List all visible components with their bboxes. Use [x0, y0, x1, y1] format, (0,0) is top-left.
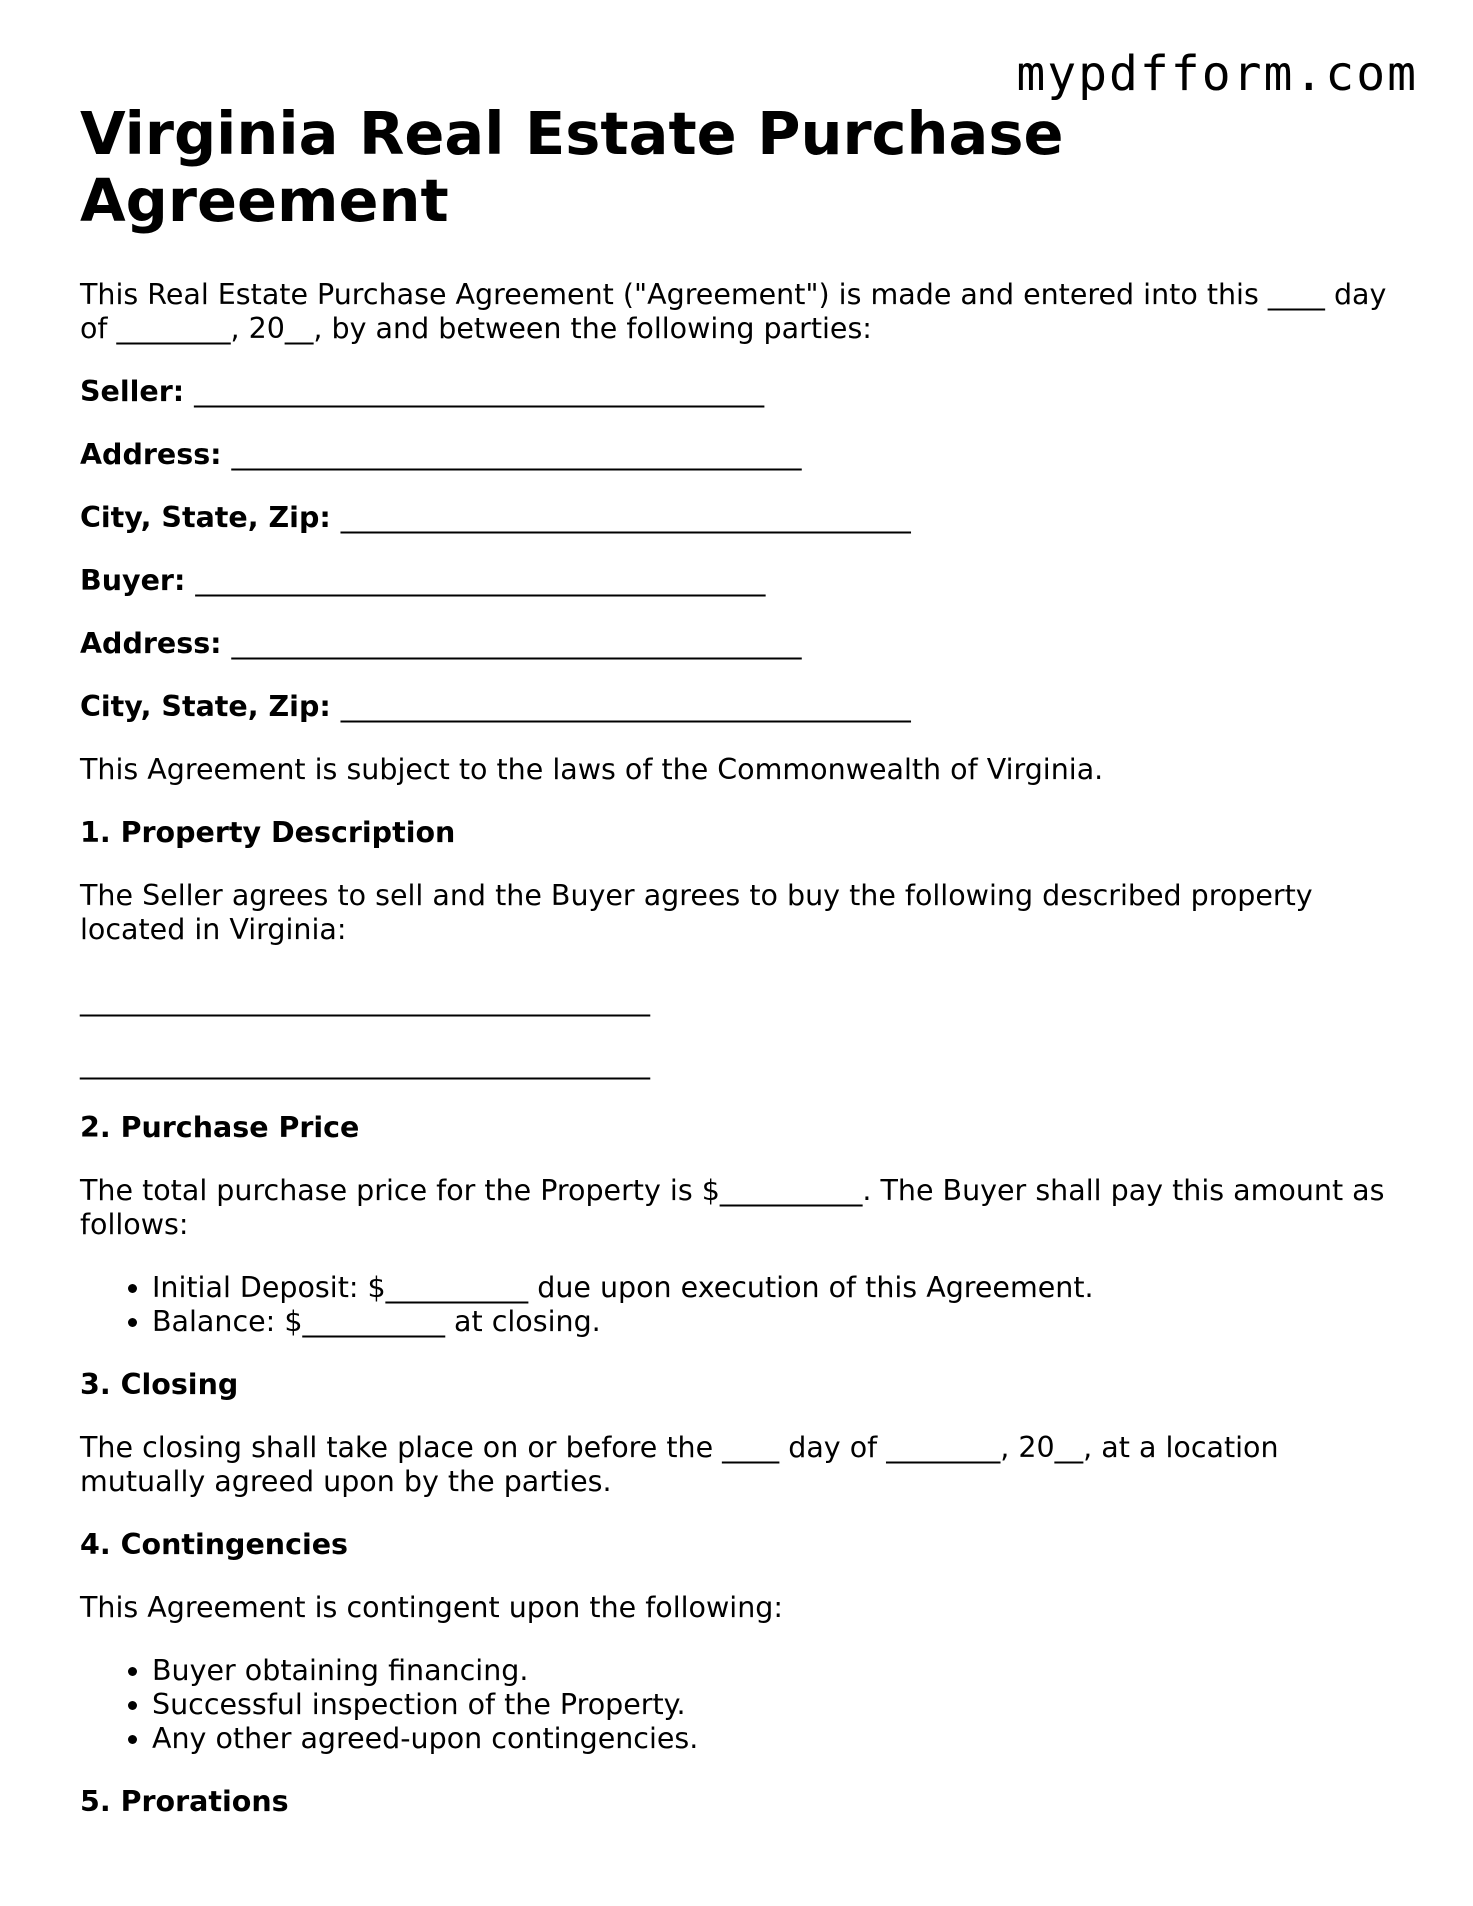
- document-page: [80, 100, 1400, 1819]
- section-heading-closing: 3. Closing: [80, 1368, 239, 1401]
- list-item: • Any other agreed-upon contingencies.: [152, 1722, 1400, 1756]
- buyer-field: [80, 564, 1400, 598]
- watermark: mypdfform.com: [1016, 46, 1418, 102]
- seller-city-state-zip-field: [80, 501, 1400, 535]
- seller-blank[interactable]: ________________________________________: [194, 375, 765, 408]
- seller-address-field: [80, 438, 1400, 472]
- field-label: Buyer:: [80, 564, 186, 597]
- purchase-price-text: The total purchase price for the Property is $__________. The Buyer shall pay this amount as follows:: [80, 1174, 1385, 1241]
- seller-address-blank[interactable]: ________________________________________: [231, 438, 802, 471]
- buyer-city-state-zip-field: [80, 690, 1400, 724]
- payment-list: [80, 1271, 1400, 1339]
- field-label: City, State, Zip:: [80, 690, 331, 723]
- property-blank-line[interactable]: ________________________________________: [80, 1047, 650, 1080]
- buyer-address-blank[interactable]: ________________________________________: [231, 627, 802, 660]
- field-label: Seller:: [80, 375, 185, 408]
- section-heading-prorations: 5. Prorations: [80, 1785, 289, 1818]
- closing-text: The closing shall take place on or before the ____ day of ________, 20__, at a location mutually agreed upon by the parties.: [80, 1431, 1279, 1498]
- seller-field: [80, 375, 1400, 409]
- section-heading-contingencies: 4. Contingencies: [80, 1528, 349, 1561]
- field-label: Address:: [80, 438, 222, 471]
- property-blank-line[interactable]: ________________________________________: [80, 984, 650, 1017]
- list-item: • Initial Deposit: $__________ due upon execution of this Agreement.: [152, 1271, 1400, 1305]
- property-description-text: The Seller agrees to sell and the Buyer agrees to buy the following described property located in Virginia:: [80, 879, 1313, 946]
- field-label: Address:: [80, 627, 222, 660]
- list-item: • Buyer obtaining financing.: [152, 1654, 1400, 1688]
- intro-paragraph: This Real Estate Purchase Agreement ("Agreement") is made and entered into this ____ day of ________, 20__, by and between the following parties:: [80, 278, 1387, 345]
- buyer-blank[interactable]: ________________________________________: [195, 564, 766, 597]
- governing-law-statement: This Agreement is subject to the laws of the Commonwealth of Virginia.: [80, 753, 1104, 786]
- field-label: City, State, Zip:: [80, 501, 331, 534]
- contingencies-text: This Agreement is contingent upon the following:: [80, 1591, 783, 1624]
- list-item: • Successful inspection of the Property.: [152, 1688, 1400, 1722]
- document-title: Virginia Real Estate Purchase Agreement: [80, 99, 1064, 235]
- buyer-address-field: [80, 627, 1400, 661]
- list-item: • Balance: $__________ at closing.: [152, 1305, 1400, 1339]
- buyer-city-state-zip-blank[interactable]: ________________________________________: [340, 690, 911, 723]
- section-heading-property: 1. Property Description: [80, 816, 456, 849]
- section-heading-purchase-price: 2. Purchase Price: [80, 1111, 360, 1144]
- contingencies-list: [80, 1654, 1400, 1756]
- seller-city-state-zip-blank[interactable]: ________________________________________: [340, 501, 911, 534]
